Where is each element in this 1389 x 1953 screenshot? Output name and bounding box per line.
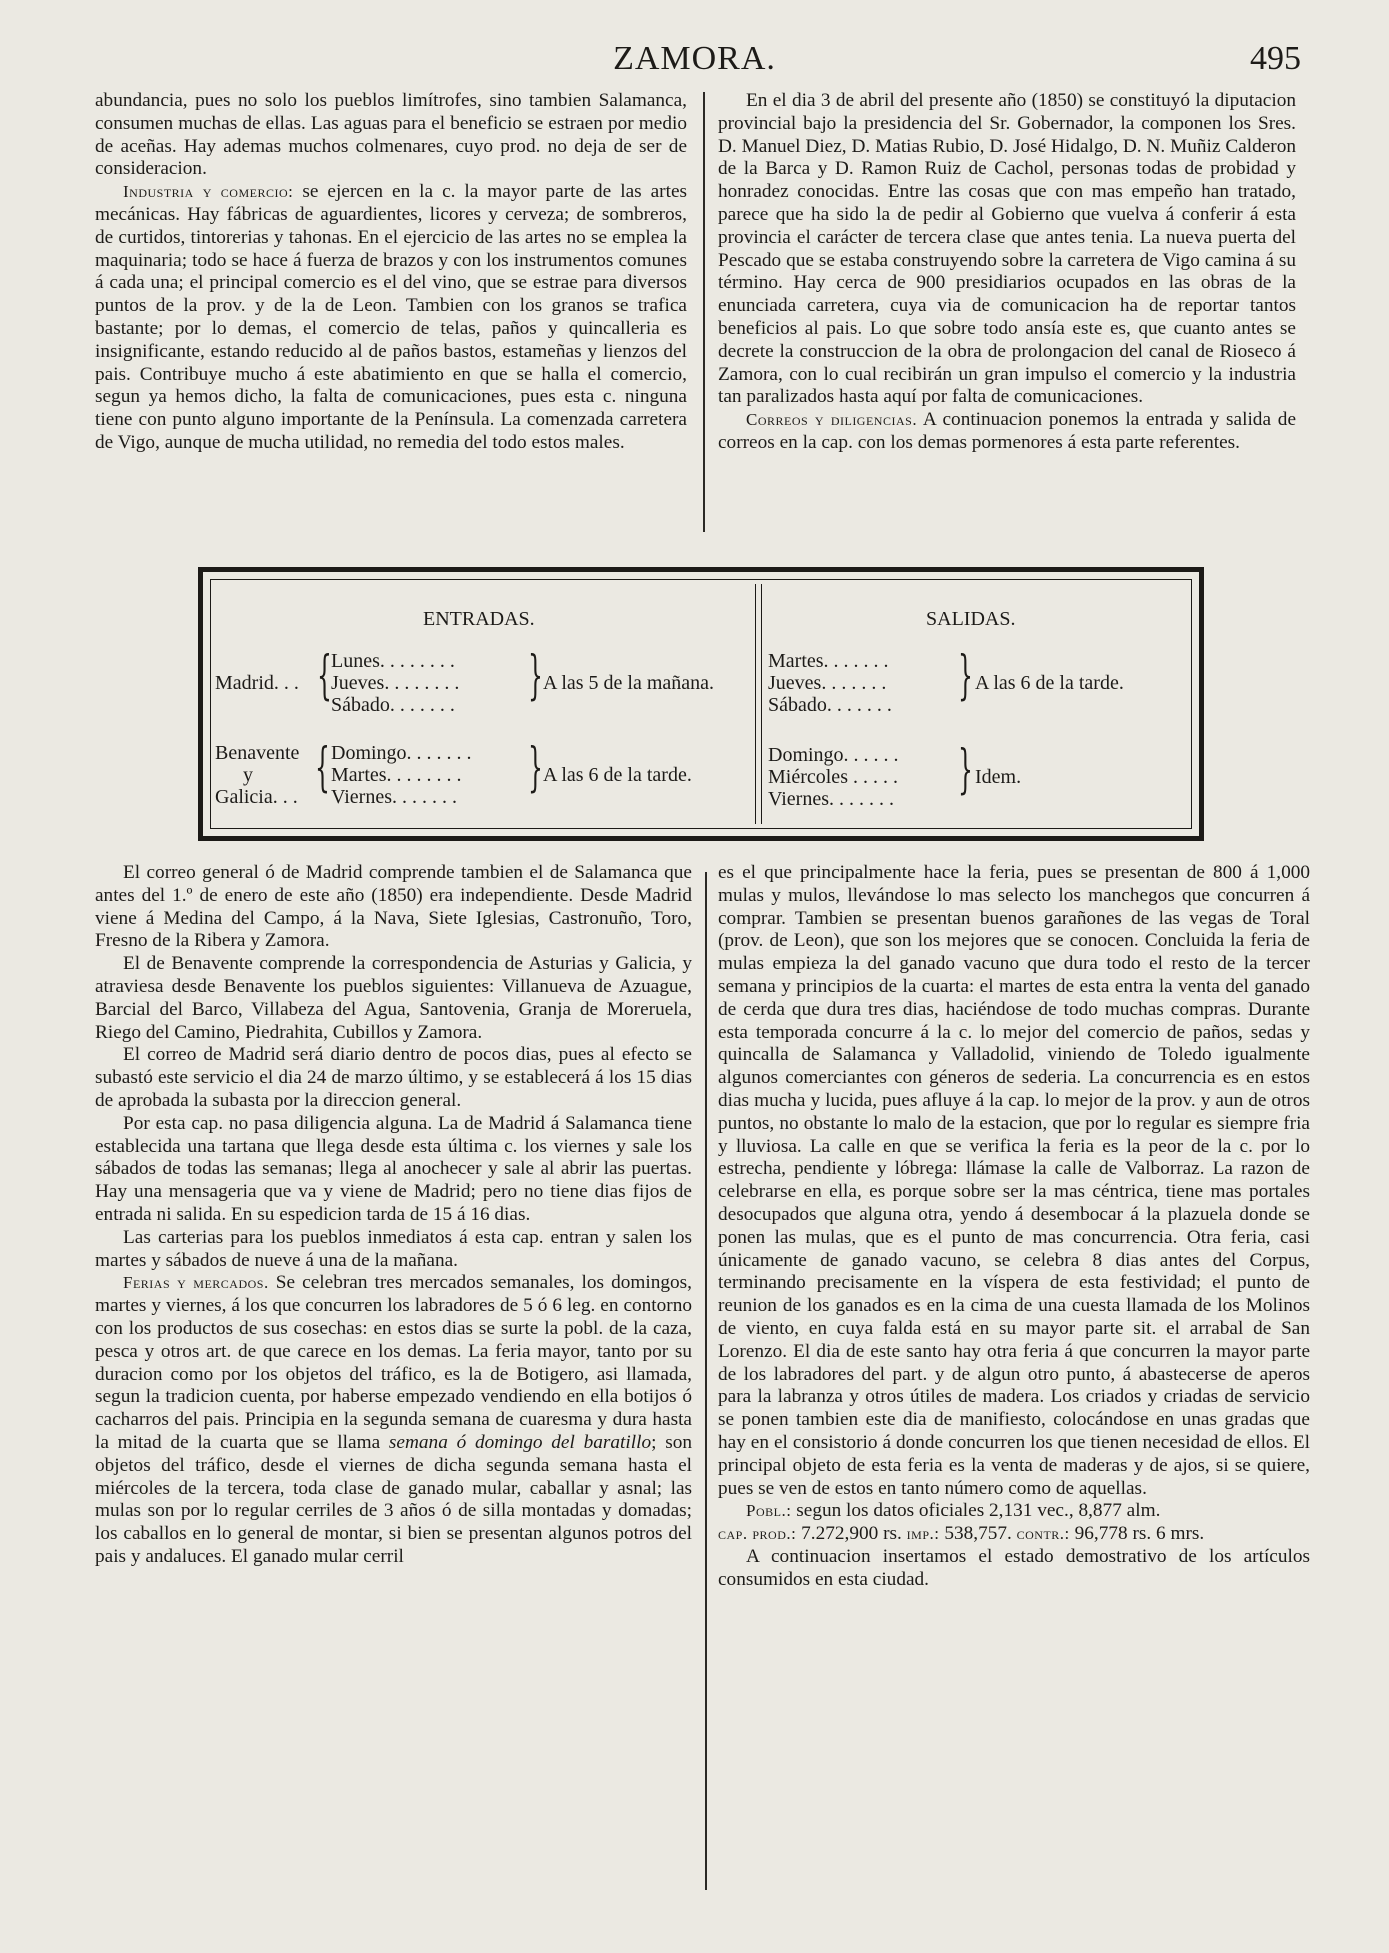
origin-benavente: Benavente [215,742,300,764]
paragraph-text: se ejercen en la c. la mayor parte de las artes mecánicas. Hay fábricas de aguardientes, licores y cerveza; de sombreros, de curtidos, tintorerias y tahonas. En el ejercicio de las artes no se emplea la maquinaria; todo se hace á fuerza de brazos y con los instrumentos comunes á cada una; el principal comercio es el del vino, que se estrae para diversos puntos de la prov. y de la de Leon. Tambien con los granos se trafica bastante; por lo demas, el comercio de telas, paños y quincalleria es insignificante, estando reducido al de paños bastos, estameñas y lienzos del pais. Contribuye mucho á este abatimiento en que se halla el comercio, segun ya hemos dicho, la falta de comunicaciones, pues esta c. ninguna tiene con punto alguno importante de la Península. La comenzada carretera de Vigo, aunque de mucha utilidad, no remedia del todo estos males. [95,181,688,453]
salidas-title: SALIDAS. [926,608,1016,630]
ben-out-day: Miércoles . . . . . [768,766,898,788]
column-rule [703,92,705,532]
brace-icon: { [315,738,330,798]
label-cap-prod: cap. prod.: [718,1524,797,1544]
paragraph: El correo general ó de Madrid comprende tambien el de Salamanca que antes del 1.º de enero de este año (1850) era independiente. Desde Madrid viene á Medina del Campo, á la Nava, Siete Iglesias, Castronuño, Toro, Fresno de la Ribera y Zamora. [95,862,692,952]
ben-out-day: Domingo. . . . . . [768,744,899,766]
origin-benavente: Galicia. . . [215,786,298,808]
top-right-column [718,90,1296,455]
madrid-in-day: Sábado. . . . . . . [331,694,455,716]
section-heading: Ferias y mercados. [123,1273,269,1293]
bottom-right-column [718,862,1310,1592]
madrid-in-day: Jueves. . . . . . . . [331,672,460,694]
section-heading: Industria y comercio: [123,182,294,202]
madrid-in-day: Lunes. . . . . . . . [331,650,455,672]
brace-icon: } [958,646,973,706]
brace-icon: } [528,646,543,706]
value: 7.272,900 rs. [796,1523,907,1545]
mail-schedule-table [198,567,1204,841]
column-rule [705,872,707,1890]
ben-in-time: A las 6 de la tarde. [543,764,692,786]
paragraph: abundancia, pues no solo los pueblos limítrofes, sino tambien Salamanca, consumen muchas de ellas. Las aguas para el beneficio se estraen por medio de aceñas. Hay ademas muchos colmenares, cuyo prod. no deja de ser de consideracion. [95,90,687,180]
page-number: 495 [1250,40,1301,77]
label-contr: contr.: [1016,1524,1070,1544]
paragraph [718,1500,1310,1523]
brace-icon: { [317,646,332,706]
bottom-left-column [95,862,692,1569]
madrid-out-day: Jueves. . . . . . . [768,672,887,694]
paragraph: Las carterias para los pueblos inmediatos á esta cap. entran y salen los martes y sábados de nueve á una de la mañana. [95,1226,692,1271]
entradas-title: ENTRADAS. [423,608,535,630]
madrid-in-time: A las 5 de la mañana. [543,672,715,694]
brace-icon: } [958,740,973,800]
ben-out-time: Idem. [975,766,1022,788]
paragraph: El de Benavente comprende la correspondencia de Asturias y Galicia, y atraviesa desde Benavente los pueblos siguientes: Villanueva de Azuague, Barcial del Barco, Villabeza del Agua, Santovenia, Granja de Moreruela, Riego del Camino, Piedrahita, Cubillos y Zamora. [95,953,692,1043]
paragraph [718,409,1296,455]
ben-in-day: Domingo. . . . . . . [331,742,472,764]
label-imp: imp.: [906,1524,940,1544]
italic-text: semana ó domingo del baratillo [388,1431,652,1453]
origin-benavente: y [243,764,253,786]
ben-out-day: Viernes. . . . . . . [768,788,894,810]
paragraph-text: ; son objetos del tráfico, desde el viernes de dicha segunda semana hasta el miércoles de la tercera, toda clase de ganado mular, caballar y asnal; las mulas son por lo regular cerriles de 3 años ó de silla montadas y domadas; los caballos en lo general de montar, si bien se presentan algunos potros del pais y andaluces. El ganado mular cerril [95,1431,693,1567]
paragraph: A continuacion insertamos el estado demostrativo de los artículos consumidos en esta ciudad. [718,1545,1310,1590]
madrid-out-time: A las 6 de la tarde. [975,672,1124,694]
value: 96,778 rs. 6 mrs. [1069,1523,1205,1545]
paragraph: El correo de Madrid será diario dentro de pocos dias, pues al efecto se subastó este servicio el dia 24 de marzo último, y se establecerá á los 15 dias de aprobada la subasta por la direccion general. [95,1044,692,1111]
value: 538,757. [939,1523,1017,1545]
paragraph: En el dia 3 de abril del presente año (1850) se constituyó la diputacion provincial bajo la presidencia del Sr. Gobernador, la componen los Sres. D. Manuel Diez, D. Matias Rubio, D. José Hidalgo, D. N. Muñiz Calderon de la Barca y D. Ramon Ruiz de Cachol, personas todas de probidad y honradez conocidas. Entre las cosas que con mas empeño han tratado, parece que ha sido la de pedir al Gobierno que vuelva á conferir á esta provincia el carácter de tercera clase que antes tenia. La nueva puerta del Pescado que se estaba construyendo sobre la carretera de Vigo camina á su término. Hay cerca de 900 presidiarios ocupados en las obras de la enunciada carretera, cuya via de comunicacion ha de reportar tantos beneficios al pais. Lo que sobre todo ansía este es, que cuanto antes se decrete la construccion de la obra de prolongacion del canal de Rioseco á Zamora, con lo cual recibirán un gran impulso el comercio y la industria tan paralizados hasta aquí por falta de comunicaciones. [718,90,1296,408]
paragraph [95,181,687,455]
brace-icon: } [528,738,543,798]
origin-madrid: Madrid. . . [215,672,299,694]
page-title: ZAMORA. [613,40,776,77]
paragraph-text: segun los datos oficiales 2,131 vec., 8,877 alm. [791,1500,1161,1522]
madrid-out-day: Martes. . . . . . . [768,650,889,672]
ben-in-day: Viernes. . . . . . . [331,786,457,808]
paragraph [718,1523,1310,1546]
ben-in-day: Martes. . . . . . . . [331,764,462,786]
section-heading: Correos y diligencias. [746,410,918,430]
paragraph: es el que principalmente hace la feria, pues se presentan de 800 á 1,000 mulas y mulos, llevándose lo mas selecto los manchegos que concurren á comprar. Tambien se presentan buenos garañones de las vegas de Toral (prov. de Leon), que son los mejores que se conocen. Concluida la feria de mulas empieza la del ganado vacuno que dura todo el resto de la tercer semana y principios de la cuarta: el martes de esta entra la venta del ganado de cerda que dura tres dias, haciéndose de todo muchas compras. Durante esta temporada concurre á la c. lo mejor del comercio de paños, sedas y quincalla de Salamanca y Valladolid, viniendo de Toledo igualmente algunos comerciantes con géneros de sederia. La concurrencia es en estos dias mucha y lucida, pues afluye á la cap. lo mejor de la prov. y aun de otros puntos, no obstante lo malo de la estacion, que por lo regular es siempre fria y lluviosa. La calle en que se verifica la feria es la peor de la c. por lo estrecha, pendiente y lóbrega: llámase la calle de Valborraz. La razon de celebrarse en ella, es porque sobre ser la mas céntrica, tiene mas portales desocupados que alguna otra, yendo á desembocar á la plazuela donde se ponen las mulas, que es el punto de mas concurrencia. Otra feria, casi únicamente de ganado vacuno, se celebra 8 dias antes del Corpus, terminando precisamente en la víspera de esta festividad; el punto de reunion de los ganados es en la cima de una cuesta llamada de los Molinos de viento, en cuya falda está en su mayor parte sit. el arrabal de San Lorenzo. El dia de este santo hay otra feria á que concurren la mayor parte de los labradores del part. y de algun otro punto, á abastecerse de aperos para la labranza y otros útiles de madera. Los criados y criadas de servicio se ponen tambien este dia de manifiesto, colocándose en unas gradas que hay en el consistorio á donde concurren los que tienen necesidad de ellos. El principal objeto de esta feria es la venta de maderas y de ajos, si se quiere, pues se ven de estos en tanto número como de aquellas. [718,862,1310,1499]
madrid-out-day: Sábado. . . . . . . [768,694,892,716]
top-left-column [95,90,687,455]
paragraph: Por esta cap. no pasa diligencia alguna. La de Madrid á Salamanca tiene establecida una tartana que llega desde esta última c. los viernes y sale los sábados de todas las semanas; llega al anochecer y sale al abrir las puertas. Hay una mensageria que va y viene de Madrid; pero no tiene dias fijos de entrada ni salida. En su espedicion tarda de 15 á 16 dias. [95,1112,692,1225]
paragraph-text: Se celebran tres mercados semanales, los domingos, martes y viernes, á los que concurren los labradores de 5 ó 6 leg. en contorno con los productos de sus cosechas: en estos dias se surte la pobl. de la caza, pesca y otros art. de que carece en los demas. La feria mayor, tanto por su duracion como por los objetos del tráfico, es la de Botigero, asi llamada, segun la tradicion cuenta, por haberse empezado vendiendo en ella botijos ó cacharros del pais. Principia en la segunda semana de cuaresma y dura hasta la mitad de la cuarta que se llama [95,1272,692,1453]
section-heading: Pobl.: [746,1501,792,1521]
paragraph [95,1272,692,1568]
paragraph-text: A continuacion ponemos la entrada y salida de correos en la cap. con los demas pormenores á esta parte referentes. [718,409,1297,453]
table-divider [755,584,762,824]
